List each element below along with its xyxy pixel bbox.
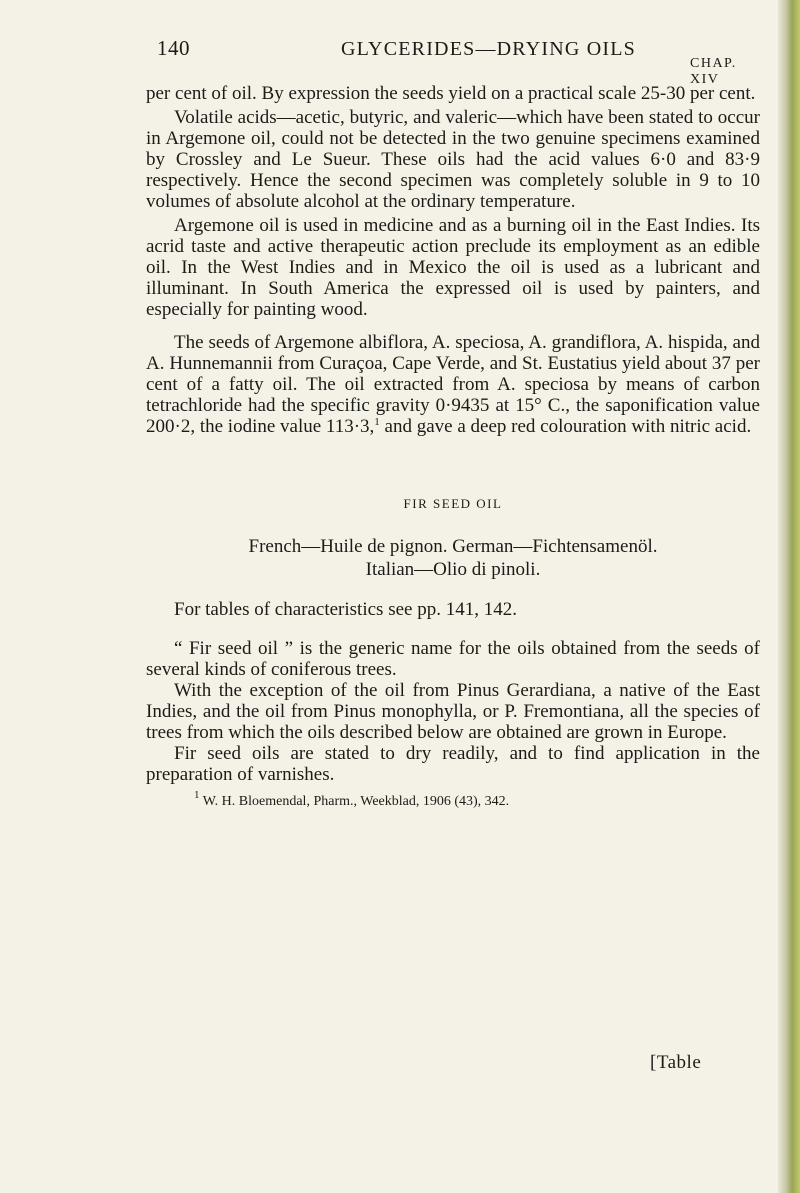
- foreign-names-french-german: French—Huile de pignon. German—Fichtensamenöl.: [248, 536, 658, 557]
- catchword: [Table: [650, 1052, 702, 1073]
- paragraph-tables-reference: For tables of characteristics see pp. 141, 142.: [174, 599, 517, 620]
- footnote-reference: 1: [374, 416, 380, 428]
- paragraph-continued: per cent of oil. By expression the seeds yield on a practical scale 25-30 per cent.: [146, 83, 756, 104]
- section-title: FIR SEED OIL: [403, 496, 503, 511]
- foreign-names-italian: Italian—Olio di pinoli.: [365, 559, 541, 580]
- running-head: GLYCERIDES—DRYING OILS: [341, 38, 636, 60]
- foreign-names: [146, 535, 760, 581]
- chapter-label: CHAP. XIV: [690, 56, 737, 87]
- page-number: 140: [157, 36, 190, 60]
- paragraph-varnishes: Fir seed oils are stated to dry readily, and to find application in the preparation of varnishes.: [146, 743, 760, 785]
- species-text-end: and gave a deep red colouration with nitric acid.: [384, 416, 752, 437]
- footnote: [146, 789, 760, 811]
- page-header: [157, 36, 767, 87]
- species-text: The seeds of Argemone albiflora, A. speciosa, A. grandiflora, A. hispida, and A. Hunnemannii from Curaçoa, Cape Verde, and St. Eustatius yield about 37 per cent of a fatty oil. The oil extracted from A. speciosa by means of carbon tetrachloride had the specific gravity 0·9435 at 15° C., the saponification value 200·2, the iodine value 113·3,: [146, 332, 760, 437]
- footnote-text: W. H. Bloemendal, Pharm., Weekblad, 1906 (43), 342.: [202, 794, 510, 809]
- paragraph-generic-name: “ Fir seed oil ” is the generic name for the oils obtained from the seeds of several kinds of coniferous trees.: [146, 638, 760, 680]
- paragraph-argemone-uses: Argemone oil is used in medicine and as a burning oil in the East Indies. Its acrid taste and active therapeutic action preclude its employment as an edible oil. In the West Indies and in Mexico the oil is used as a lubricant and illuminant. In South America the expressed oil is used by painters, and especially for painting wood.: [146, 215, 760, 320]
- paragraph-pinus-species: With the exception of the oil from Pinus Gerardiana, a native of the East Indies, and the oil from Pinus monophylla, or P. Fremontiana, all the species of trees from which the oils described below are obtained are grown in Europe.: [146, 680, 760, 743]
- page-edge: [778, 0, 800, 1193]
- paragraph-argemone-species: [146, 332, 760, 437]
- body-text: [146, 83, 760, 811]
- footnote-marker: 1: [194, 789, 200, 801]
- paragraph-volatile-acids: Volatile acids—acetic, butyric, and valeric—which have been stated to occur in Argemone oil, could not be detected in the two genuine specimens examined by Crossley and Le Sueur. These oils had the acid values 6·0 and 83·9 respectively. Hence the second specimen was completely soluble in 9 to 10 volumes of absolute alcohol at the ordinary temperature.: [146, 107, 760, 212]
